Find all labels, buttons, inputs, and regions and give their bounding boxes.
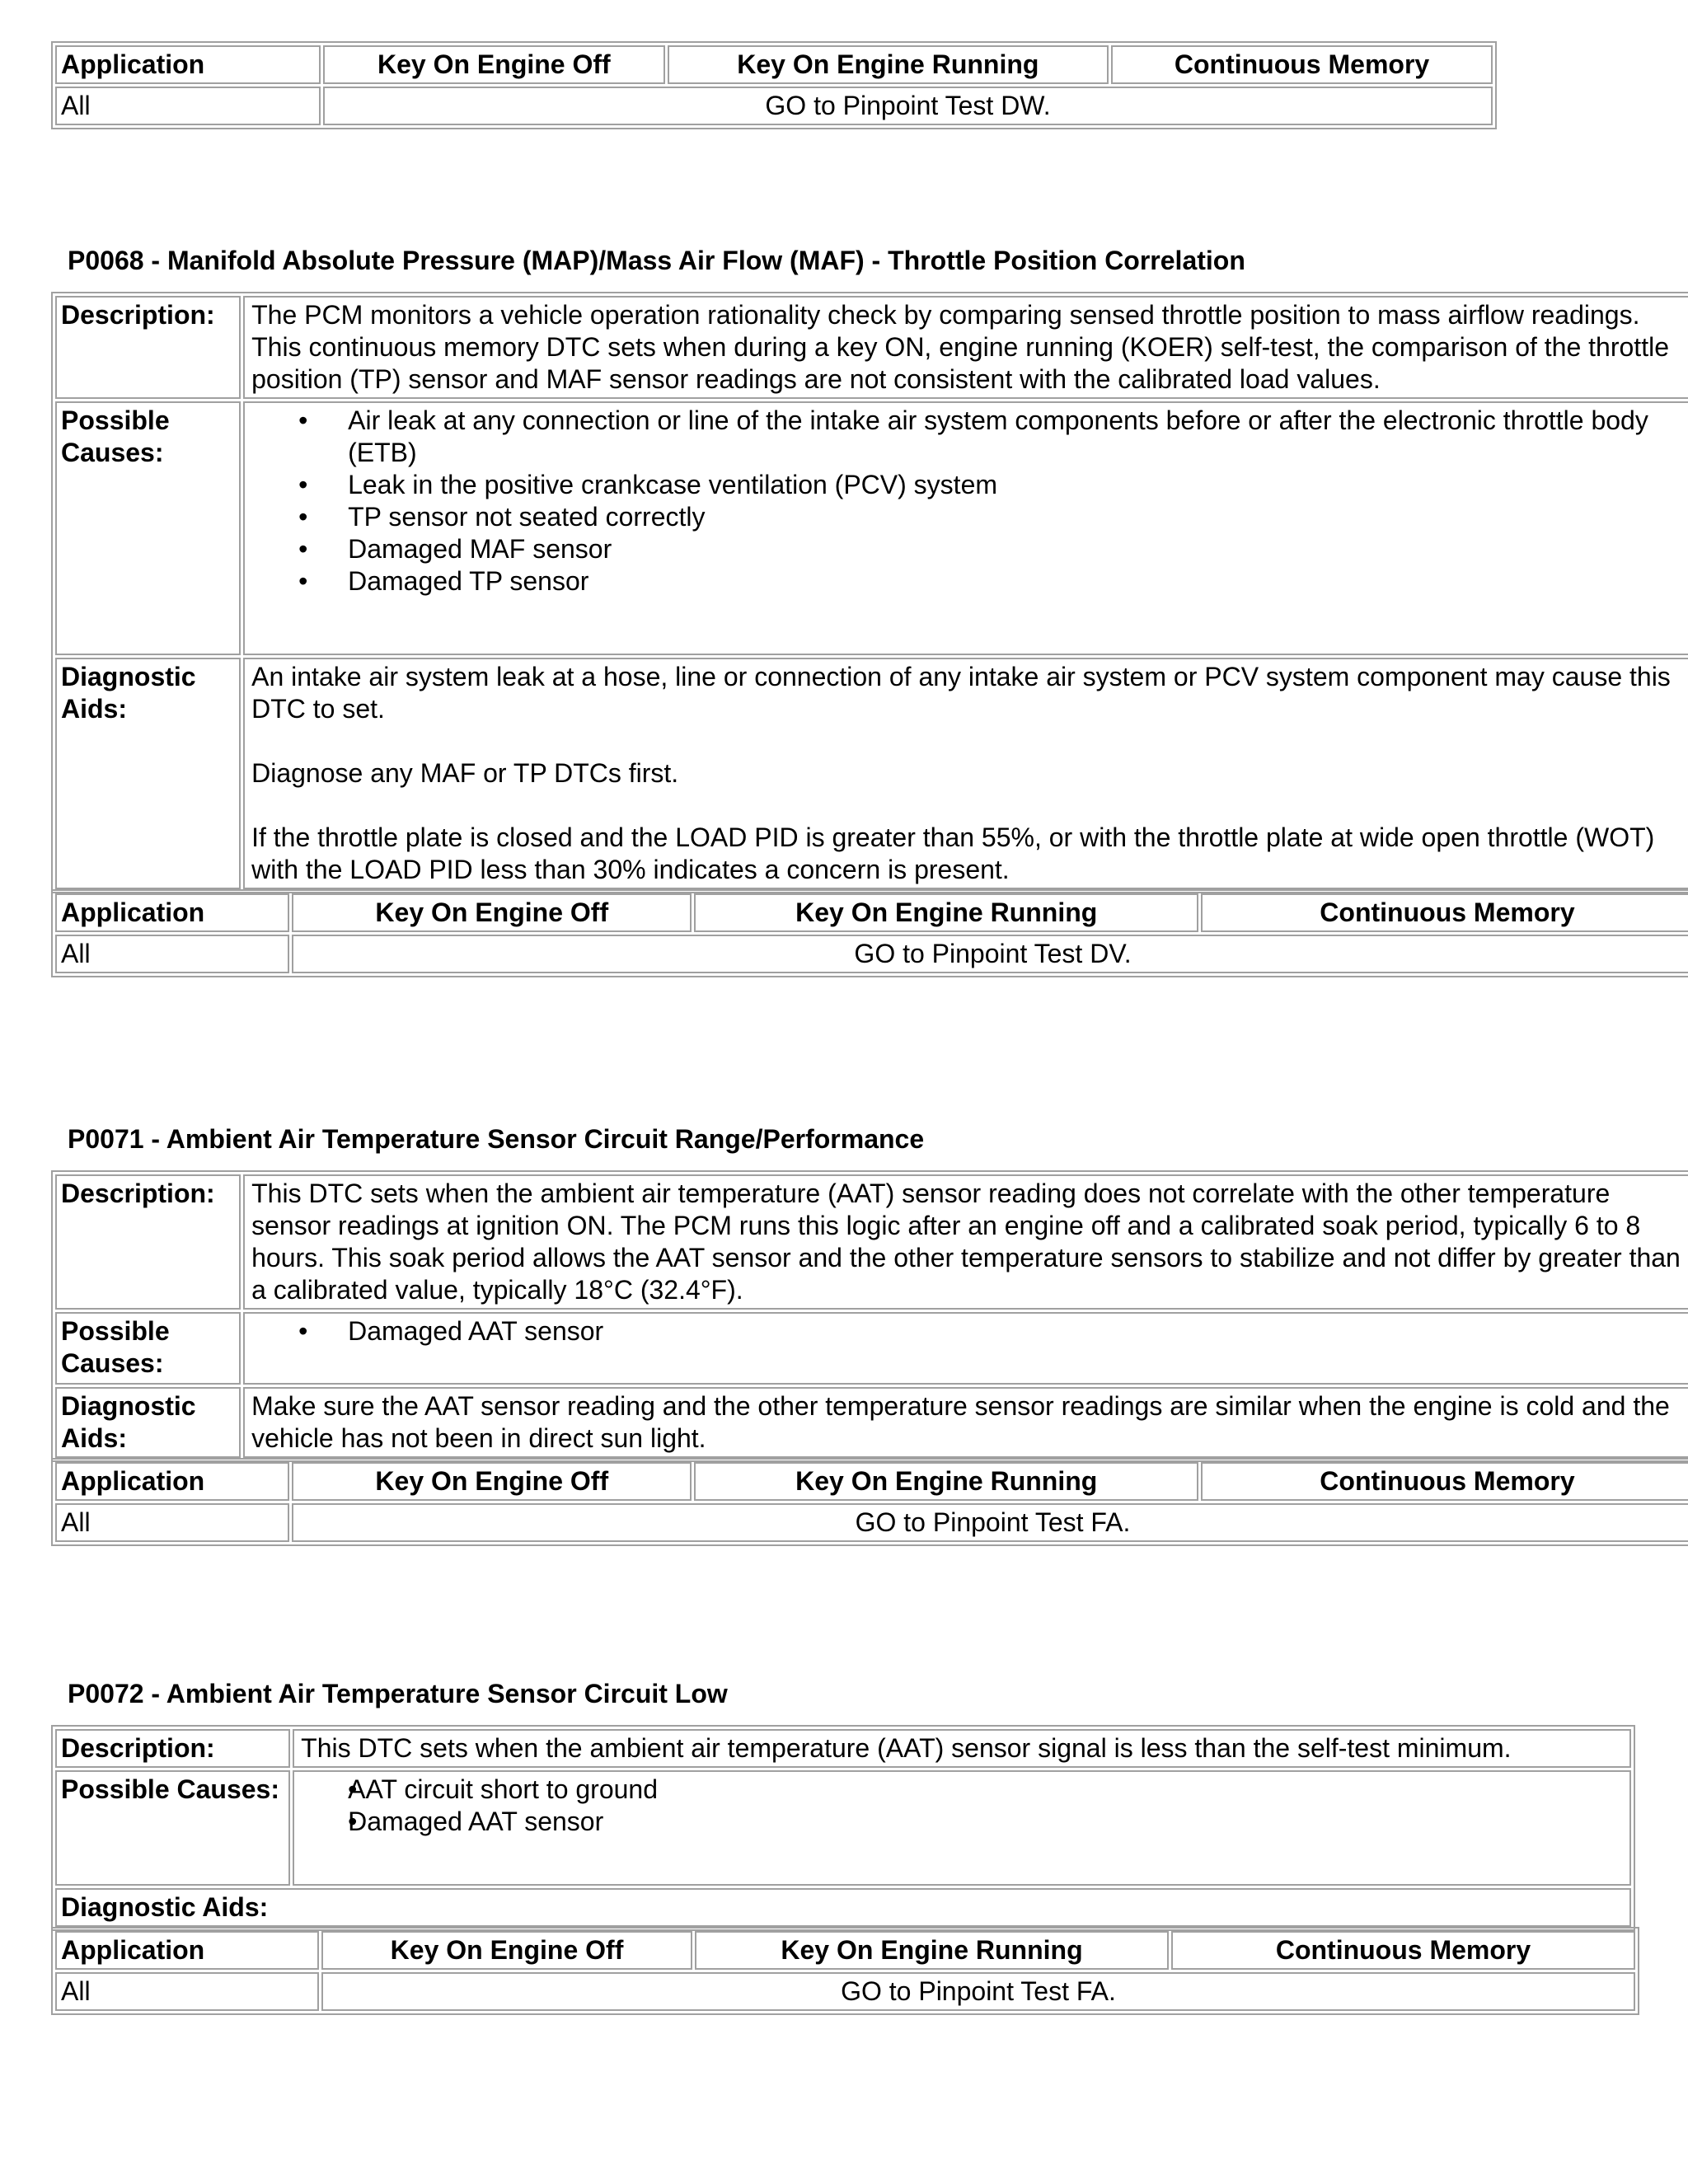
dtc-block-p0068 <box>51 292 1688 977</box>
causes-label: Possible Causes: <box>55 1312 241 1385</box>
header-application: Application <box>55 1931 319 1970</box>
causes-label: Possible Causes: <box>55 1770 290 1886</box>
causes-list <box>249 1315 1688 1347</box>
diagnostic-aid-paragraph: Diagnose any MAF or TP DTCs first. <box>251 758 679 788</box>
diagnostic-aid-paragraph: If the throttle plate is closed and the LOAD PID is greater than 55%, or with the throttle plate at wide open throttle (WOT) with the LOAD PID less than 30% indicates a concern is present. <box>251 823 1655 884</box>
header-koeo: Key On Engine Off <box>292 893 692 932</box>
header-koeo: Key On Engine Off <box>321 1931 692 1970</box>
header-continuous-memory: Continuous Memory <box>1171 1931 1635 1970</box>
header-koer: Key On Engine Running <box>694 1462 1198 1501</box>
header-koeo: Key On Engine Off <box>292 1462 692 1501</box>
application-table <box>51 1927 1639 2015</box>
description-text: This DTC sets when the ambient air temperature (AAT) sensor signal is less than the self-test minimum. <box>293 1729 1631 1768</box>
pinpoint-test-link: GO to Pinpoint Test FA. <box>292 1503 1688 1542</box>
application-table <box>51 889 1688 977</box>
list-item: • Damaged AAT sensor <box>298 1806 1625 1838</box>
pinpoint-test-link: GO to Pinpoint Test DV. <box>292 935 1688 973</box>
dtc-title-p0071: P0071 - Ambient Air Temperature Sensor Circuit Range/Performance <box>68 1124 925 1154</box>
list-item: • Damaged AAT sensor <box>249 1315 1688 1347</box>
dtc-block-p0072 <box>51 1725 1639 2015</box>
description-text: The PCM monitors a vehicle operation rationality check by comparing sensed throttle position to mass airflow readings. This continuous memory DTC sets when during a key ON, engine running (KOER) self-test, the comparison of the throttle position (TP) sensor and MAF sensor readings are not consistent with the calibrated load values. <box>243 296 1688 399</box>
dtc-title-p0072: P0072 - Ambient Air Temperature Sensor Circuit Low <box>68 1679 728 1708</box>
description-label: Description: <box>55 1174 241 1310</box>
header-application: Application <box>55 45 321 84</box>
causes-cell <box>293 1770 1631 1886</box>
causes-list <box>249 405 1688 598</box>
header-continuous-memory: Continuous Memory <box>1201 1462 1688 1501</box>
application-value: All <box>55 87 321 125</box>
application-value: All <box>55 1503 289 1542</box>
header-koer: Key On Engine Running <box>694 893 1198 932</box>
application-table <box>51 1458 1688 1546</box>
list-item: • Damaged MAF sensor <box>249 533 1688 565</box>
diagnostic-aids-cell <box>243 658 1688 889</box>
causes-list <box>298 1774 1625 1838</box>
list-item: • Damaged TP sensor <box>249 565 1688 598</box>
causes-label: Possible Causes: <box>55 401 241 655</box>
dtc-block-p0071 <box>51 1170 1688 1546</box>
dtc-table <box>51 1725 1635 1931</box>
list-item: • Air leak at any connection or line of the intake air system components before or after the electronic throttle body (ETB) <box>249 405 1688 469</box>
header-continuous-memory: Continuous Memory <box>1111 45 1493 84</box>
diagnostic-aids-text: Make sure the AAT sensor reading and the other temperature sensor readings are similar when the engine is cold and the vehicle has not been in direct sun light. <box>243 1387 1688 1458</box>
header-application: Application <box>55 1462 289 1501</box>
top-application-table <box>51 41 1497 129</box>
pinpoint-test-link: GO to Pinpoint Test FA. <box>321 1972 1635 2011</box>
application-value: All <box>55 1972 319 2011</box>
dtc-title-p0068: P0068 - Manifold Absolute Pressure (MAP)/Mass Air Flow (MAF) - Throttle Position Correlation <box>68 246 1245 275</box>
header-koer: Key On Engine Running <box>668 45 1109 84</box>
causes-cell <box>243 401 1688 655</box>
header-application: Application <box>55 893 289 932</box>
description-label: Description: <box>55 296 241 399</box>
pinpoint-test-link: GO to Pinpoint Test DW. <box>323 87 1493 125</box>
header-koeo: Key On Engine Off <box>323 45 665 84</box>
application-value: All <box>55 935 289 973</box>
diagnostic-aids-label: Diagnostic Aids: <box>55 1387 241 1458</box>
header-koer: Key On Engine Running <box>695 1931 1169 1970</box>
diagnostic-aid-paragraph: An intake air system leak at a hose, line or connection of any intake air system or PCV system component may cause this DTC to set. <box>251 662 1671 724</box>
list-item: • Leak in the positive crankcase ventilation (PCV) system <box>249 469 1688 501</box>
description-label: Description: <box>55 1729 290 1768</box>
application-table <box>51 41 1497 129</box>
list-item: • TP sensor not seated correctly <box>249 501 1688 533</box>
diagnostic-aids-label: Diagnostic Aids: <box>55 658 241 889</box>
header-continuous-memory: Continuous Memory <box>1201 893 1688 932</box>
causes-cell <box>243 1312 1688 1385</box>
list-item: • AAT circuit short to ground <box>298 1774 1625 1806</box>
dtc-table <box>51 1170 1688 1462</box>
dtc-table <box>51 292 1688 893</box>
description-text: This DTC sets when the ambient air temperature (AAT) sensor reading does not correlate with the other temperature sensor readings at ignition ON. The PCM runs this logic after an engine off and a calibrated soak period, typically 6 to 8 hours. This soak period allows the AAT sensor and the other temperature sensors to stabilize and not differ by greater than a calibrated value, typically 18°C (32.4°F). <box>243 1174 1688 1310</box>
diagnostic-aids-label: Diagnostic Aids: <box>55 1888 1631 1927</box>
